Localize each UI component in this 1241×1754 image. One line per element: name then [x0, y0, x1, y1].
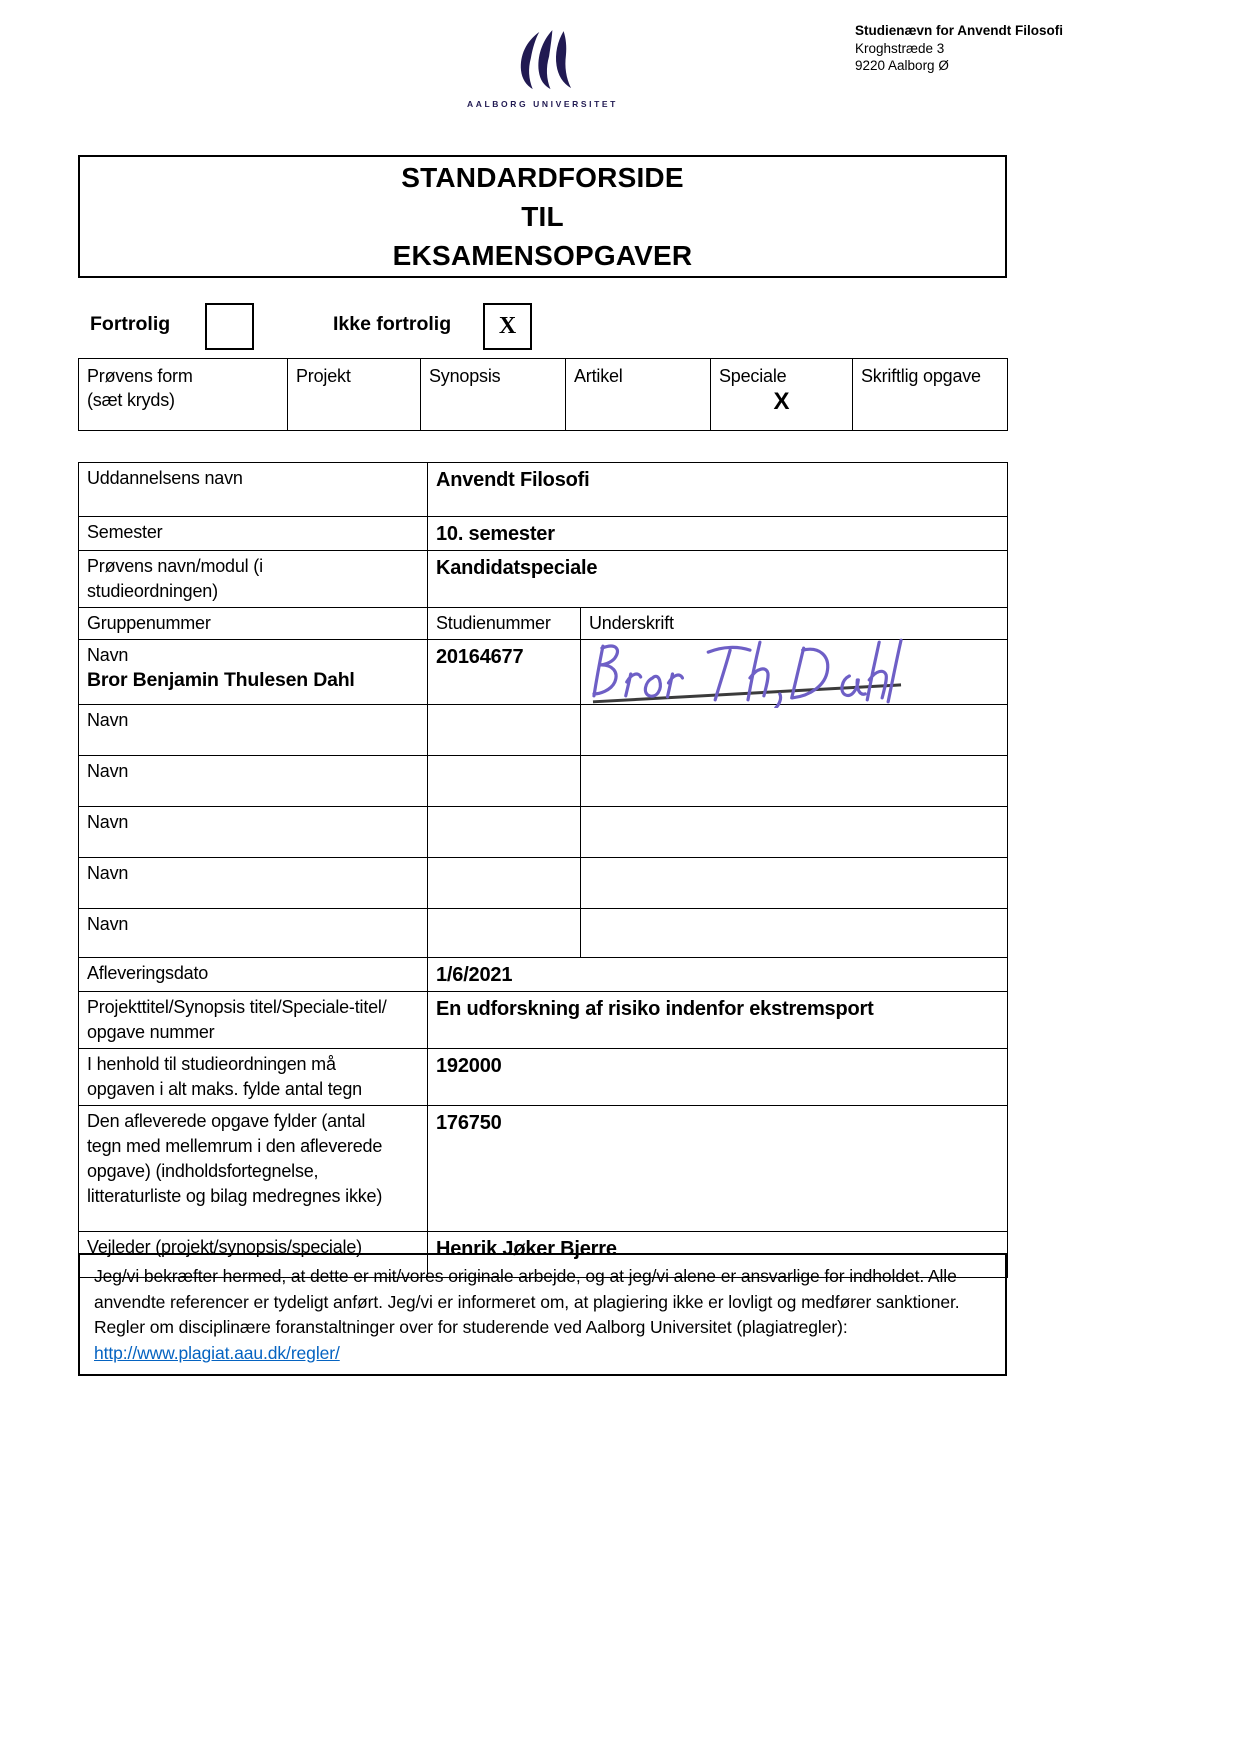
exam-form-header-cell [79, 359, 288, 431]
student-number-cell [428, 858, 581, 909]
exam-form-label: (sæt kryds) [87, 390, 175, 410]
field-value: 192000 [428, 1049, 1008, 1106]
signature-header: Underskrift [581, 608, 1008, 640]
option-checkmark[interactable] [574, 388, 702, 416]
field-value: Anvendt Filosofi [428, 463, 1008, 517]
option-checkmark[interactable] [296, 388, 412, 416]
option-label: Synopsis [429, 366, 501, 386]
exam-form-table [78, 358, 1008, 431]
page-title-line: TIL [521, 201, 564, 232]
member-row [79, 640, 1008, 705]
student-number-cell [428, 807, 581, 858]
page-title-line: EKSAMENSOPGAVER [392, 240, 693, 271]
plagiarism-declaration-box [78, 1253, 1007, 1376]
member-name-cell [79, 705, 428, 756]
student-number-header: Studienummer [428, 608, 581, 640]
member-row [79, 858, 1008, 909]
member-row [79, 756, 1008, 807]
exam-form-option-skriftlig [853, 359, 1008, 431]
underskrift-cell [581, 640, 1008, 705]
plagiarism-rules-link[interactable]: http://www.plagiat.aau.dk/regler/ [94, 1342, 340, 1363]
member-name: Bror Benjamin Thulesen Dahl [87, 669, 355, 691]
confidentiality-row [78, 303, 1007, 351]
address-line: 9220 Aalborg Ø [855, 58, 949, 73]
navn-label: Navn [87, 914, 129, 934]
member-name-cell [79, 858, 428, 909]
field-label: Afleveringsdato [79, 958, 428, 992]
fortrolig-label: Fortrolig [90, 313, 171, 335]
navn-label: Navn [87, 645, 129, 665]
member-name-cell [79, 756, 428, 807]
declaration-text: Jeg/vi bekræfter hermed, at dette er mit/vores originale arbejde, og at jeg/vi alene er ansvarlige for indholdet. Alle anvendte referencer er tydeligt anført. Jeg/vi er informeret om, at plagiering ikke er lovligt og medfører sanktioner. Regler om disciplinære foranstaltninger over for studerende ved Aalborg Universitet (plagiatregler): [94, 1266, 960, 1337]
field-label: I henhold til studieordningen må opgaven i alt maks. fylde antal tegn [79, 1049, 428, 1106]
option-label: Skriftlig opgave [861, 366, 981, 386]
member-name-cell [79, 640, 428, 705]
field-value: En udforskning af risiko indenfor ekstremsport [428, 992, 1008, 1049]
student-number-cell [428, 756, 581, 807]
exam-form-option-synopsis [421, 359, 566, 431]
field-label: Uddannelsens navn [79, 463, 428, 517]
address-line: Studienævn for Anvendt Filosofi [855, 23, 1063, 38]
member-row [79, 807, 1008, 858]
ikke-fortrolig-label: Ikke fortrolig [333, 313, 452, 335]
student-number-cell: 20164677 [428, 640, 581, 705]
option-checkmark[interactable] [429, 388, 557, 416]
field-value: 10. semester [428, 517, 1008, 551]
field-label: Semester [79, 517, 428, 551]
underskrift-cell [581, 807, 1008, 858]
student-number-cell [428, 705, 581, 756]
exam-form-option-speciale [711, 359, 853, 431]
info-table [78, 462, 1008, 1278]
option-checkmark[interactable]: X [773, 388, 790, 415]
logo-caption: AALBORG UNIVERSITET [467, 99, 618, 109]
underskrift-cell [581, 705, 1008, 756]
option-label: Projekt [296, 366, 351, 386]
navn-label: Navn [87, 710, 129, 730]
address-line: Kroghstræde 3 [855, 40, 945, 56]
member-row [79, 909, 1008, 958]
ikke-fortrolig-checkbox-value: X [498, 313, 517, 339]
field-label: Den afleverede opgave fylder (antal tegn med mellemrum i den afleverede opgave) (indholdsfortegnelse, litteraturliste og bilag medregnes ikke) [79, 1106, 428, 1232]
option-checkmark[interactable] [861, 388, 999, 416]
field-label: Vejleder (projekt/synopsis/speciale) [79, 1232, 428, 1278]
fortrolig-checkbox[interactable] [205, 303, 254, 350]
member-name-cell [79, 807, 428, 858]
member-name-cell [79, 909, 428, 958]
student-number-cell [428, 909, 581, 958]
field-label: Prøvens navn/modul (i studieordningen) [79, 551, 428, 608]
exam-form-option-artikel [566, 359, 711, 431]
option-label: Artikel [574, 366, 623, 386]
option-label: Speciale [719, 366, 787, 386]
ikke-fortrolig-checkbox[interactable] [483, 303, 532, 350]
university-logo [78, 28, 1007, 109]
signature-handwriting [589, 638, 907, 708]
navn-label: Navn [87, 812, 129, 832]
underskrift-cell [581, 858, 1008, 909]
underskrift-cell [581, 909, 1008, 958]
field-value: 176750 [428, 1106, 1008, 1232]
navn-label: Navn [87, 761, 129, 781]
underskrift-cell [581, 756, 1008, 807]
field-value: Henrik Jøker Bjerre [428, 1232, 1008, 1278]
aau-swirl-icon [514, 28, 572, 94]
navn-label: Navn [87, 863, 129, 883]
field-value: 1/6/2021 [428, 958, 1008, 992]
group-number-header: Gruppenummer [79, 608, 428, 640]
field-label: Projekttitel/Synopsis titel/Speciale-titel/ opgave nummer [79, 992, 428, 1049]
page-title-line: STANDARDFORSIDE [401, 162, 684, 193]
member-row [79, 705, 1008, 756]
field-value: Kandidatspeciale [428, 551, 1008, 608]
title-box [78, 155, 1007, 278]
exam-form-option-projekt [288, 359, 421, 431]
exam-form-label: Prøvens form [87, 366, 193, 386]
